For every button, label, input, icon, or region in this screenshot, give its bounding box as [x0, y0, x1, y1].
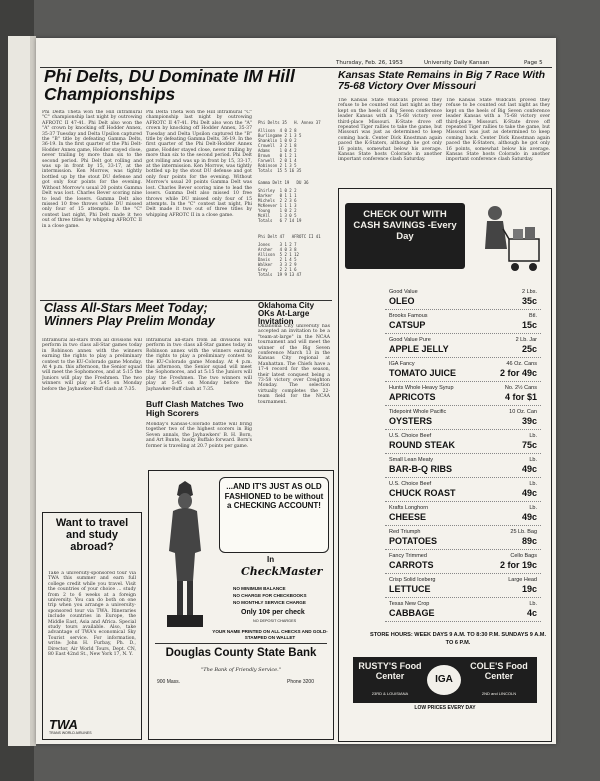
- shopping-illustration: [475, 199, 545, 279]
- item-price: 35c: [521, 296, 537, 306]
- item-brand: Tidepoint Whole Pacific: [389, 409, 447, 415]
- item-brand: Crisp Solid Iceberg: [389, 577, 436, 583]
- grocery-item: [385, 309, 541, 334]
- store-logos-bar: [353, 657, 537, 703]
- item-name: LETTUCE: [389, 584, 431, 594]
- item-price: 49c: [521, 512, 537, 522]
- oklahoma-headline: Oklahoma City OKs At-Large Invitation: [258, 301, 315, 326]
- item-price: 75c: [521, 440, 537, 450]
- item-price: 25c: [521, 344, 537, 354]
- grocery-item: [385, 573, 541, 598]
- feature-item: NO MINIMUM BALANCE: [233, 586, 286, 591]
- bank-ad-slogan: ...AND IT'S JUST AS OLD FASHIONED to be without a CHECKING ACCOUNT!: [224, 482, 324, 510]
- item-price: 15c: [521, 320, 537, 330]
- item-name: APPLE JELLY: [389, 344, 449, 354]
- item-price: 2 for 19c: [499, 560, 537, 570]
- item-name: POTATOES: [389, 536, 438, 546]
- item-name: CHEESE: [389, 512, 427, 522]
- kansas-state-headline: Kansas State Remains in Big 7 Race With 75-68 Victory Over Missouri: [338, 69, 546, 92]
- item-brand: Good Value: [389, 289, 418, 295]
- grocery-item: [385, 429, 541, 454]
- grocery-item: [385, 453, 541, 478]
- grocery-item: [385, 333, 541, 358]
- grocery-item: [385, 477, 541, 502]
- newspaper-page: [36, 38, 556, 744]
- item-unit: 46 Oz. Cans: [506, 361, 537, 367]
- class-allstars-body-col1: Intramural all-stars from all divisions will perform in two class all-Star games today in Robinson annex with the winners earning the rights to play a preliminary contest to the KU-Colorado game Monday. At 4 p.m. this afternoon, the Senior squad will meet the Sophomores, and at 5:15 the Juniors will play the Freshmen. The two winners will play at 5:45 on Monday before the Jayhawker-Buff clash at 7:35.: [42, 338, 142, 392]
- grocery-item: [385, 597, 541, 622]
- item-name: OLEO: [389, 296, 415, 306]
- grocery-item: [385, 405, 541, 430]
- bank-ad-scroll: [219, 477, 329, 553]
- item-brand: Good Value Pure: [389, 337, 431, 343]
- grocery-banner-text: CHECK OUT WITH CASH SAVINGS -Every Day: [353, 209, 457, 242]
- item-brand: Fancy Trimmed: [389, 553, 427, 559]
- twa-logo-sub: TRANS WORLD AIRLINES: [49, 731, 92, 735]
- grocery-item: [385, 381, 541, 406]
- grocery-item: [385, 501, 541, 526]
- header-date: Thursday, Feb. 26, 1953: [336, 60, 403, 66]
- bank-ad-in: In: [267, 555, 275, 564]
- item-name: BAR-B-Q RIBS: [389, 464, 452, 474]
- twa-ad: [42, 512, 142, 740]
- rustys-logo: RUSTY'S Food Center: [358, 661, 422, 681]
- kansas-state-body-col2: The Kansas State Wildcats proved they refuse to be counted out last night as they kept on the heels of Big Seven conference leader Kansas with a 75-68 victory over third-place Missouri. K-State drove off repeated Tiger rallies to take the game, but Missouri was just as determined to keep coming back. Center Dick Knostman again paced the K-Staters, although he got only 16 points, somewhat below his average. Kansas State hosts Colorado in another important conference clash Saturday.: [446, 98, 550, 163]
- store-hours: STORE HOURS: WEEK DAYS 9 A.M. TO 8:30 P.M. SUNDAYS 9 A.M. TO 6 P.M.: [369, 632, 547, 646]
- item-brand: Krafts Longhorn: [389, 505, 429, 511]
- kansas-state-body-col1: The Kansas State Wildcats proved they refuse to be counted out last night as they kept on the heels of Big Seven conference leader Kansas with a 75-68 victory over third-place Missouri. K-State drove off repeated Tiger rallies to take the game, but Missouri was just as determined to keep coming back. Center Dick Knostman again paced the K-Staters, although he got only 16 points, somewhat below his average. Kansas State hosts Colorado in another important conference clash Saturday.: [338, 98, 442, 163]
- item-unit: 10 Oz. Can: [509, 409, 537, 415]
- previous-page-edge: [8, 36, 30, 746]
- twa-ad-body: Take a university-sponsored tour via TWA this summer and earn full college credit while you travel. Visit the countries of your choice ... study from 2 to 6 weeks at a foreign university. You can do both on one trip when you arrange a university-sponsored tour via TWA. Itineraries include countries in Europe, the Middle East, Asia and Africa. Special study tours available. Also, take advantage of TWA's economical Sky Tourist service. For information, write: John H. Furbay, Ph. D., Director, Air World Tours, Dept. CN, 80 East 42nd St., New York 17, N. Y.: [48, 571, 136, 658]
- item-unit: Large Head: [508, 577, 537, 583]
- rustys-address: 23RD & LOUISIANA: [371, 691, 409, 696]
- item-brand: IGA Fancy: [389, 361, 415, 367]
- wooden-indian-illustration: [155, 481, 215, 631]
- phi-delts-body-col1: Phi Delta Theta won the Hill intramural "C" championship last night by outrowing AFROTC II 47-41. Phi Delt also won the "A" crown by knocking off Hodder Annex, 35-37 Tuesday and Delta Upsilon captured the "B" title by defeating Gamma Delts, 36-19. In the first quarter of the Phi Delt-Hodder Annex game, Hodder stayed close, never trailing by more than six to the second period. Phi Delt got rolling and was up in front by 15, 33-17, at the intermission. Ken Morrow, was tightly bottled up by the stout DU defense and got only four points for the evening. Without Morrow's usual 20 points Gamma Delt was lost. Charles Bever scoring nine to lead the losers. Gamma Delt also missed 10 free throws while DU missed only four of 15 attempts. In the "C" contest last night, Phi Delt made it two out of three titles by whipping AFROTC II in a close game.: [42, 110, 142, 229]
- header-paper: University Daily Kansan: [424, 60, 490, 66]
- item-brand: U.S. Choice Beef: [389, 481, 432, 487]
- grocery-list: [385, 285, 545, 625]
- class-allstars-headline: Class All-Stars Meet Today; Winners Play Prelim Monday: [44, 301, 215, 328]
- box-score-title-3: Phi Delt 47 AFROTC II 41: [258, 234, 321, 239]
- per-check-price: Only 10¢ per check: [241, 609, 305, 616]
- item-price: 19c: [521, 584, 537, 594]
- item-unit: Lb.: [529, 505, 537, 511]
- no-deposit-charges: NO DEPOSIT CHARGES: [253, 619, 297, 623]
- item-price: 49c: [521, 488, 537, 498]
- twa-ad-title: Want to travel and study abroad?: [55, 517, 129, 553]
- bank-ad-features: [233, 585, 331, 606]
- buff-clash-headline: Buff Clash Matches Two High Scorers: [146, 399, 244, 418]
- item-name: CHUCK ROAST: [389, 488, 456, 498]
- item-brand: U.S. Choice Beef: [389, 433, 432, 439]
- phi-delts-headline: Phi Delts, DU Dominate IM Hill Championships: [44, 66, 295, 104]
- item-price: 2 for 49c: [499, 368, 537, 378]
- item-name: OYSTERS: [389, 416, 433, 426]
- item-unit: 2 Lb. Jar: [515, 337, 537, 343]
- bank-address: 900 Mass.: [157, 679, 181, 685]
- item-unit: Lb.: [529, 481, 537, 487]
- phi-delts-body-col2: Phi Delta Theta won the Hill intramural "C" championship last night by outrowing AFROTC II 47-41. Phi Delt also won the "A" crown by knocking off Hodder Annex, 35-37 Tuesday and Delta Upsilon captured the "B" title by defeating Gamma Delts, 36-19. In the first quarter of the Phi Delt-Hodder Annex game, Hodder stayed close, never trailing by more than six to the second period. Phi Delt got rolling and was up in front by 15, 33-17, at the intermission. Ken Morrow, was tightly bottled up by the stout DU defense and got only four points for the evening. Without Morrow's usual 20 points Gamma Delt was lost. Charles Bever scoring nine to lead the losers. Gamma Delt also missed 10 free throws while DU missed only four of 15 attempts. In the "C" contest last night, Phi Delt made it two out of three titles by whipping AFROTC II in a close game.: [146, 110, 252, 218]
- buff-clash-body: Monday's Kansas-Colorado battle will bring together two of the highest scorers in Big Seven annals, the Jayhawkers' B. H. Born, and Art Bunte, husky Buffalo forward. Born's former is traveling at 20.7 points per game.: [146, 422, 252, 449]
- item-unit: Lb.: [529, 457, 537, 463]
- bank-phone: Phone 3200: [287, 679, 314, 685]
- grocery-ad: [338, 188, 552, 742]
- bank-ad-imprint: YOUR NAME PRINTED ON ALL CHECKS AND GOLD-STAMPED ON WALLET: [212, 629, 328, 640]
- grocery-footer: LOW PRICES EVERY DAY: [414, 705, 476, 711]
- item-price: 89c: [521, 536, 537, 546]
- item-price: 39c: [521, 416, 537, 426]
- grocery-item: [385, 525, 541, 550]
- item-brand: Red Triumph: [389, 529, 421, 535]
- bank-ad: [148, 470, 334, 740]
- grocery-item: [385, 285, 541, 310]
- item-brand: Small Lean Meaty: [389, 457, 434, 463]
- checkmaster-logo: CheckMaster: [241, 565, 323, 578]
- box-score-title-1: Phi Delts 35 H. Annex 37: [258, 120, 321, 125]
- item-name: CABBAGE: [389, 608, 435, 618]
- item-unit: 25 Lb. Bag: [510, 529, 537, 535]
- item-price: 49c: [521, 464, 537, 474]
- item-unit: No. 2½ Cans: [504, 385, 537, 391]
- box-score-2: Shirley 1 0 2 2 Barker 0 1 1 1 Michels 2 2 3 6 McKeever 1 1 1 3 Young 1 0 2 2 McAll 1 3 0 5 Totals 6 7 14 19: [258, 188, 302, 223]
- box-score-title-2: Gamma Delt 19 DU 36: [258, 180, 309, 185]
- item-name: APRICOTS: [389, 392, 436, 402]
- bank-slogan: "The Bank of Friendly Service.": [200, 667, 282, 673]
- iga-logo-text: IGA: [435, 674, 453, 685]
- item-unit: 2 Lbs.: [522, 289, 537, 295]
- item-name: TOMATO JUICE: [389, 368, 457, 378]
- oklahoma-body: Oklahoma City university has accepted an invitation to be a "team-at-large" in the NCAA tournament and will meet the winner of the Big Seven conference March 13 in the Kansas City regional at Manhattan. The Chiefs have a 17-4 record for the season, their latest conquest being a 73-58 victory over Creighton Monday. The selection virtually completes the 22-team field for the NCAA tournament.: [258, 324, 330, 405]
- item-name: ROUND STEAK: [389, 440, 456, 450]
- item-unit: Btl.: [529, 313, 537, 319]
- item-unit: Lb.: [529, 433, 537, 439]
- feature-item: NO CHARGE FOR CHECKBOOKS: [233, 593, 307, 598]
- item-price: 4 for $1: [504, 392, 537, 402]
- iga-logo: [427, 665, 461, 695]
- box-score-3: Jones 3 1 2 7 Archer 4 0 3 8 Allison 5 2 1 12 Davis 2 1 4 5 Walker 3 3 2 9 Grey 2 2 1 6 Totals 19 9 13 47: [258, 242, 302, 277]
- item-name: CARROTS: [389, 560, 434, 570]
- item-price: 4c: [526, 608, 537, 618]
- feature-item: NO MONTHLY SERVICE CHARGE: [233, 600, 306, 605]
- coles-logo: COLE'S Food Center: [470, 661, 528, 681]
- item-brand: Brooks Famous: [389, 313, 428, 319]
- bank-ad-rule: [155, 643, 327, 644]
- item-name: CATSUP: [389, 320, 426, 330]
- header-page: Page 5: [524, 60, 543, 66]
- grocery-item: [385, 549, 541, 574]
- item-brand: Texas New Crop: [389, 601, 430, 607]
- item-unit: Cello Bags: [510, 553, 537, 559]
- box-score-1: Allison 4 0 2 8 Burlingame 2 1 3 5 Shanklin 1 0 0 2 Crowell 3 2 1 8 Adams 1 0 4 2 Brown 0 1 2 1 Farwell 2 0 1 4 Robinson 2 1 3 5 Totals 15 5 16 35: [258, 128, 302, 173]
- twa-logo: TWA: [49, 717, 78, 732]
- grocery-item: [385, 357, 541, 382]
- coles-address: 2ND and LINCOLN: [481, 691, 517, 696]
- item-unit: Lb.: [529, 601, 537, 607]
- grocery-banner: [345, 203, 465, 269]
- bank-name: Douglas County State Bank: [165, 647, 317, 659]
- item-brand: Hunts Whole Heavy Syrup: [389, 385, 454, 391]
- class-allstars-body-col2: Intramural all-stars from all divisions will perform in two class all-Star games today in Robinson annex with the winners earning the rights to play a preliminary contest to the KU-Colorado game Monday. At 4 p.m. this afternoon, the Senior squad will meet the Sophomores, and at 5:15 the Juniors will play the Freshmen. The two winners will play at 5:45 on Monday before the Jayhawker-Buff clash at 7:35.: [146, 338, 252, 392]
